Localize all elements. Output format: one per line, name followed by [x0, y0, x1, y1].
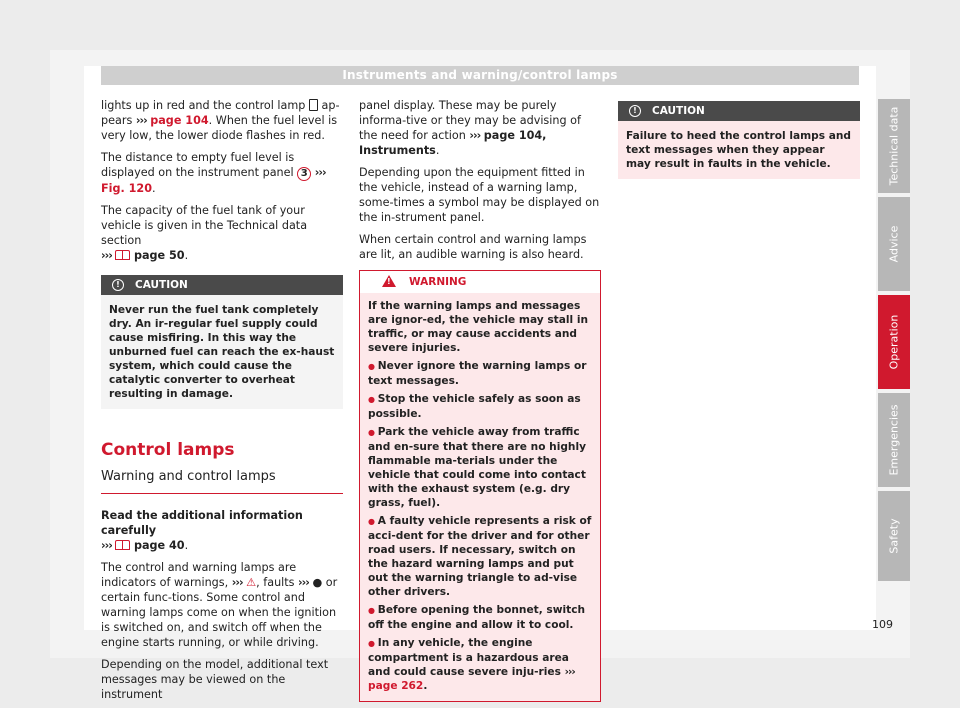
warning-header: ! WARNING	[360, 271, 600, 293]
caution-text: Never run the fuel tank completely dry. An ir-regular fuel supply could cause misfiring. In this way the unburned fuel can reach the ex-haust system, which could cause the catalytic converter to overheat resulting in damage.	[109, 304, 335, 400]
warning-bullet: ● Never ignore the warning lamps or text messages.	[368, 359, 592, 388]
warning-body	[360, 293, 600, 701]
callout-number: 3	[297, 167, 311, 181]
fault-info-icon: ●	[312, 576, 323, 589]
tab-advice[interactable]: Advice	[878, 197, 910, 291]
reference-arrow-icon: ›››	[135, 114, 147, 127]
paragraph-messages: Depending on the model, additional text messages may be viewed on the instrument	[101, 658, 329, 701]
paragraph-equipment: Depending upon the equipment fitted in the vehicle, instead of a warning lamp, some-times a symbol may be displayed on the in-strument panel.	[359, 166, 600, 224]
reference-arrow-icon: ›››	[314, 166, 326, 179]
tab-operation[interactable]: Operation	[878, 295, 910, 389]
fuel-pump-icon	[309, 99, 318, 111]
warning-intro: If the warning lamps and messages are ignor-ed, the vehicle may stall in traffic, or may cause accidents and severe injuries.	[368, 300, 589, 354]
caution-icon: !	[112, 279, 124, 291]
read-more-note: Read the additional information carefully	[101, 509, 303, 537]
warning-bullet: ● In any vehicle, the engine compartment is a hazardous area and could cause severe inju-ries ››› page 262.	[368, 636, 592, 693]
warning-bullet: ● A faulty vehicle represents a risk of acci-dent for the driver and for other road users. If necessary, switch on the hazard warning lamps and put out the warning triangle to ad-vise other drivers.	[368, 514, 592, 599]
page-link[interactable]: page 40	[133, 539, 185, 552]
page-number: 109	[872, 618, 893, 631]
reference-arrow-icon: ›››	[231, 576, 243, 589]
column-right	[618, 101, 860, 179]
reference-arrow-icon: ›››	[469, 129, 481, 142]
tab-technical-data[interactable]: Technical data	[878, 99, 910, 193]
warning-bullet: ● Before opening the bonnet, switch off the engine and allow it to cool.	[368, 603, 592, 632]
paragraph-distance: The distance to empty fuel level is displayed on the instrument panel 3 ››› Fig. 120.	[101, 151, 326, 195]
column-left	[101, 98, 343, 708]
reference-arrow-icon: ›››	[101, 249, 112, 262]
section-title: Control lamps	[101, 440, 235, 460]
read-more-ref: ››› page 40.	[101, 539, 189, 552]
paragraph-capacity: The capacity of the fuel tank of your vehicle is given in the Technical data section ››› page 50.	[101, 204, 308, 262]
page-link[interactable]: page 104, Instruments	[359, 129, 547, 157]
warning-triangle-icon	[382, 275, 396, 287]
paragraph-audible: When certain control and warning lamps are lit, an audible warning is also heard.	[359, 233, 587, 261]
warning-triangle-icon: ⚠	[246, 576, 257, 589]
warning-bullet: ● Park the vehicle away from traffic and en-sure that there are no highly flammable ma-terials under the vehicle that could come into contact with the exhaust system (e.g. dry grass, fuel).	[368, 425, 592, 510]
figure-link[interactable]: Fig. 120	[101, 182, 152, 195]
page-link[interactable]: page 262	[368, 680, 424, 692]
section-subtitle: Warning and control lamps	[101, 469, 343, 494]
warning-box	[359, 270, 601, 702]
column-middle	[359, 98, 601, 702]
page-link[interactable]: page 104	[150, 114, 209, 127]
page-header: Instruments and warning/control lamps	[101, 66, 859, 85]
caution-header: ! CAUTION	[101, 275, 343, 295]
reference-arrow-icon: ›››	[298, 576, 309, 589]
warning-bullet: ● Stop the vehicle safely as soon as possible.	[368, 392, 592, 421]
page-link[interactable]: page 50	[133, 249, 185, 262]
caution-box	[101, 275, 343, 409]
caution-text: Failure to heed the control lamps and text messages when they appear may result in faults in the vehicle.	[618, 121, 860, 179]
reference-arrow-icon: ›››	[564, 666, 575, 678]
tab-safety[interactable]: Safety	[878, 491, 910, 581]
caution-icon: !	[629, 105, 641, 117]
paragraph-panel-display: panel display. These may be purely informa-tive or they may be advising of the need for action ››› page 104, Instruments.	[359, 99, 581, 157]
book-icon	[115, 250, 130, 260]
caution-box	[618, 101, 860, 179]
reference-arrow-icon: ›››	[101, 539, 112, 552]
caution-header: ! CAUTION	[618, 101, 860, 121]
tab-emergencies[interactable]: Emergencies	[878, 393, 910, 487]
book-icon	[115, 540, 130, 550]
paragraph-indicators: The control and warning lamps are indicators of warnings, ››› ⚠, faults ››› ● or certain func-tions. Some control and warning lamps come on when the ignition is switched on, and switch off when the engine starts running, or while driving.	[101, 561, 338, 649]
paragraph-fuel-lamp: lights up in red and the control lamp ap-pears ››› page 104. When the fuel level is very low, the lower diode flashes in red.	[101, 99, 340, 142]
